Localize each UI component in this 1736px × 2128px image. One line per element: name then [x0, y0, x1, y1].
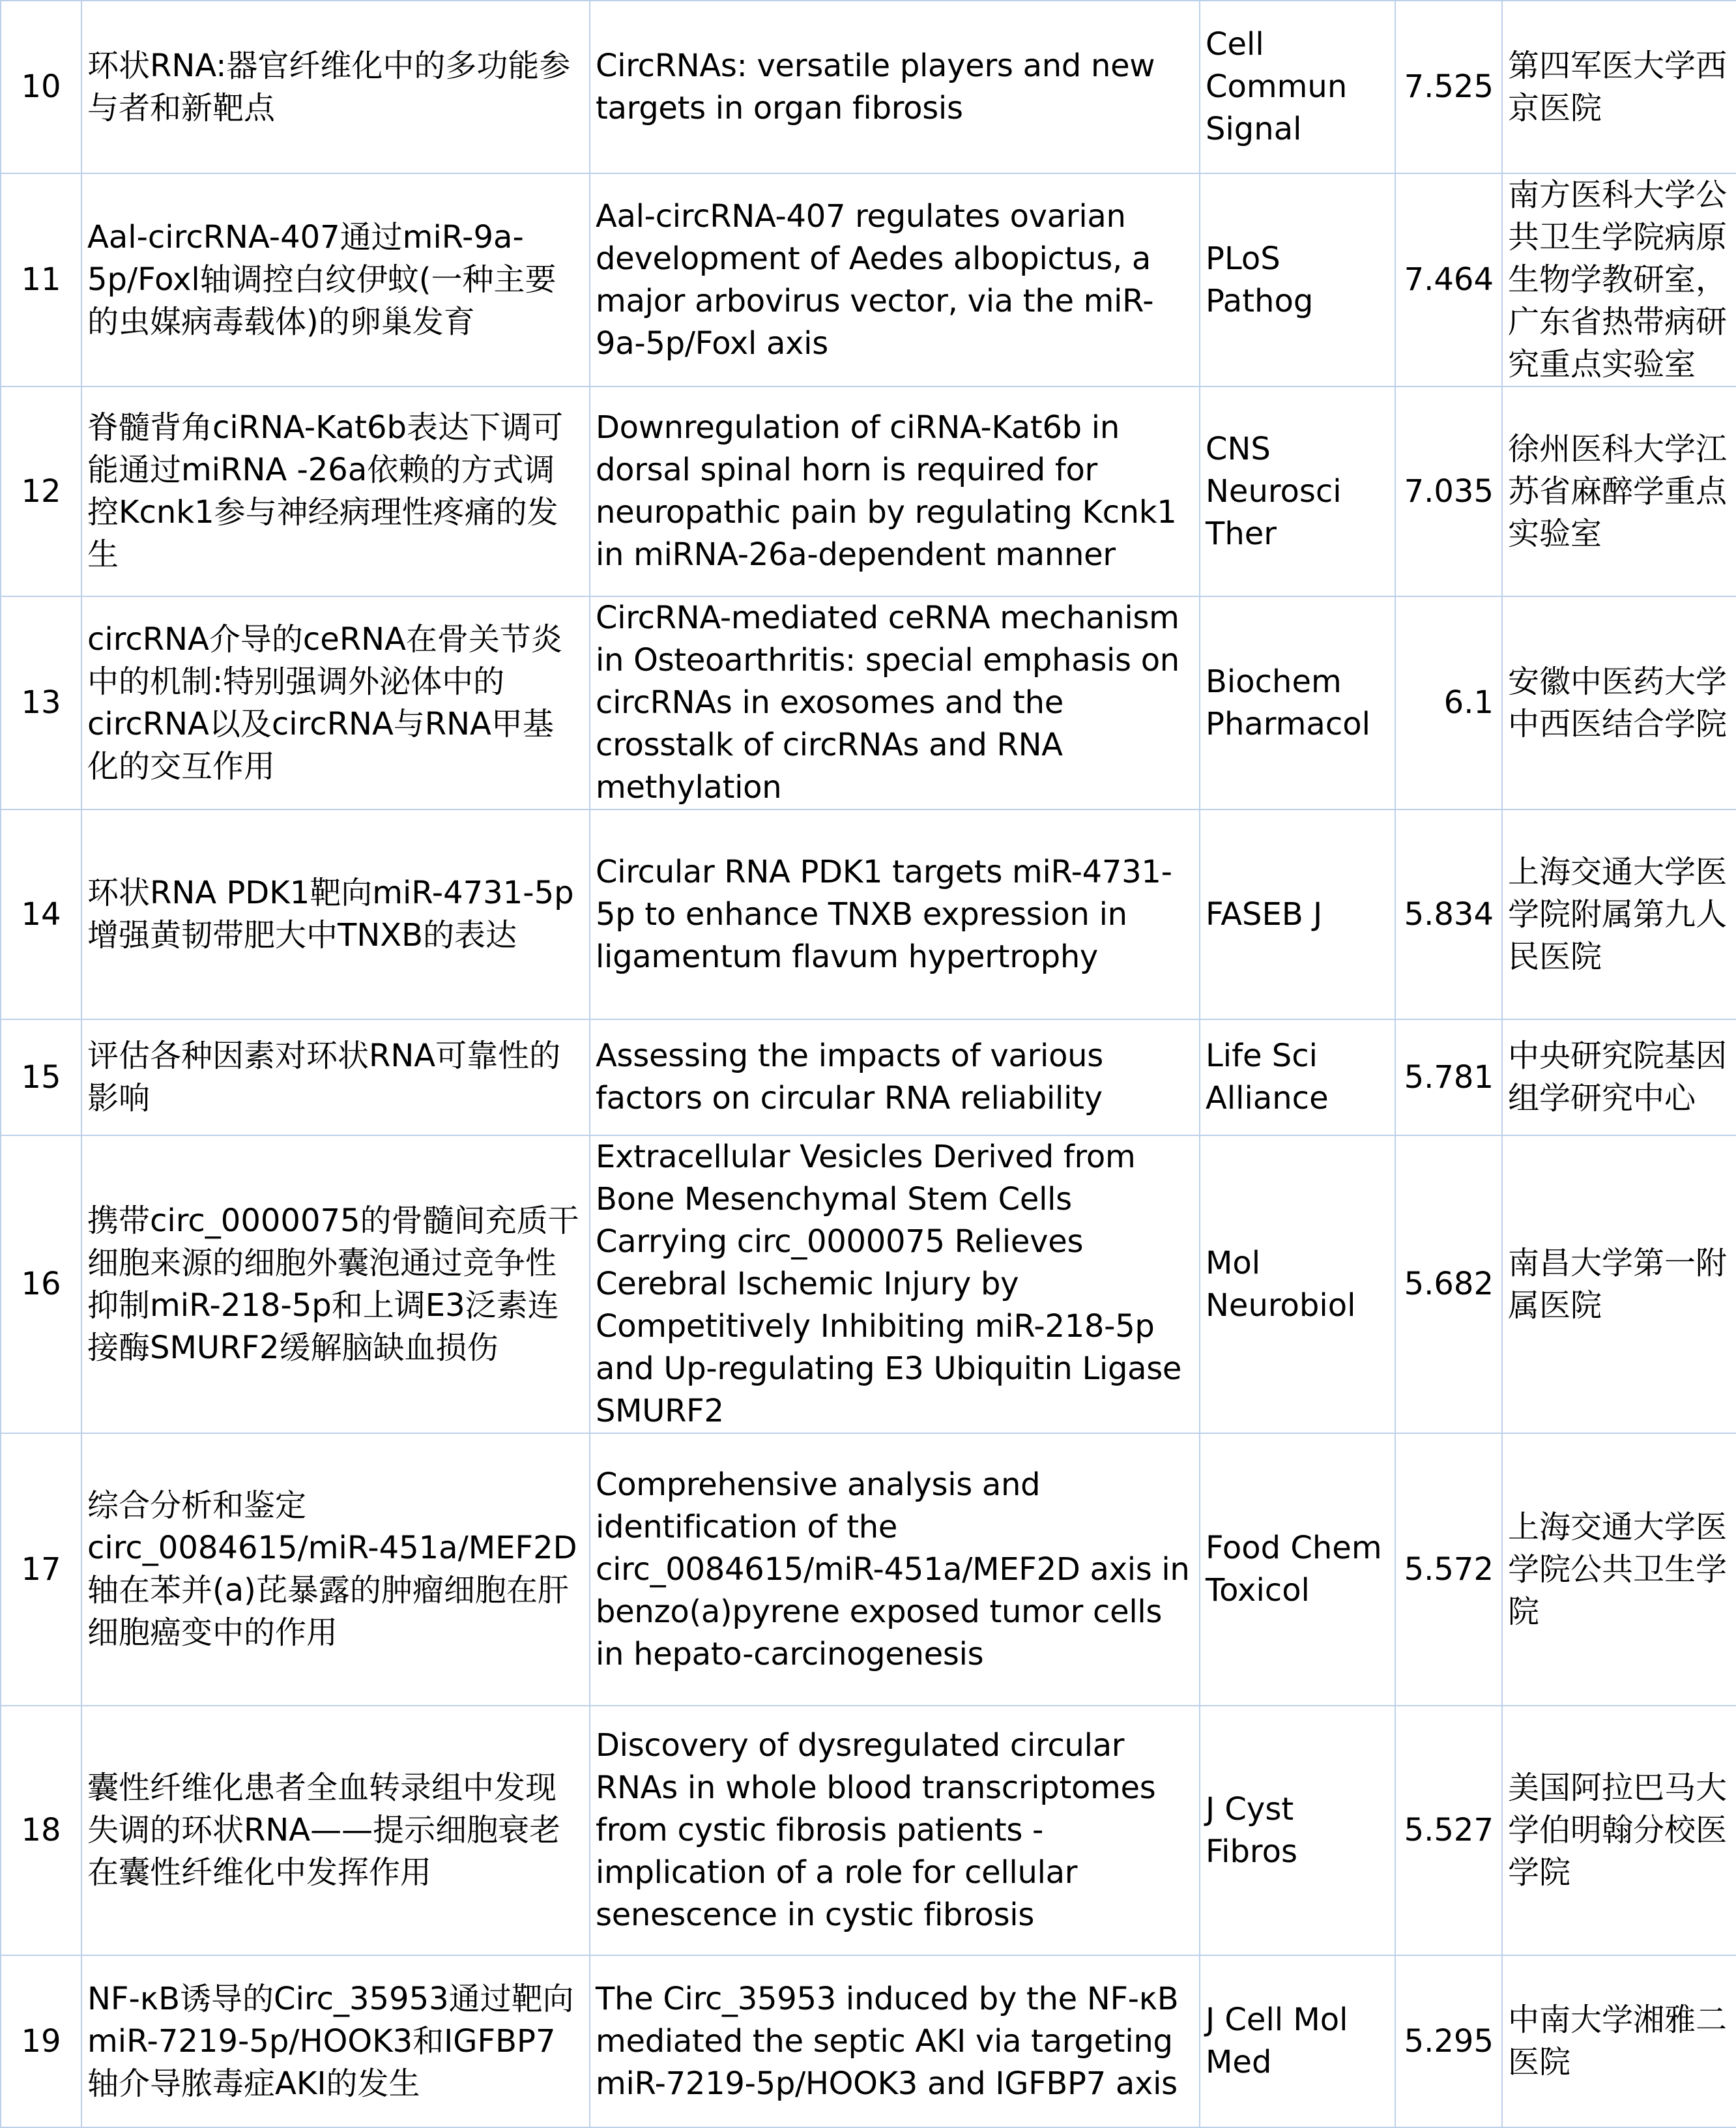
impact-factor-cell: 6.1 [1395, 596, 1502, 809]
impact-factor-cell: 5.527 [1395, 1706, 1502, 1955]
institution-cell: 中南大学湘雅二医院 [1502, 1955, 1736, 2127]
english-title-cell: Discovery of dysregulated circular RNAs in whole blood transcriptomes from cystic fibrosis patients - implication of a role for cellular senescence in cystic fibrosis [590, 1706, 1200, 1955]
impact-factor-cell: 7.464 [1395, 173, 1502, 386]
english-title-cell: Circular RNA PDK1 targets miR-4731-5p to enhance TNXB expression in ligamentum flavum hypertrophy [590, 809, 1200, 1019]
chinese-title-cell: 评估各种因素对环状RNA可靠性的影响 [81, 1019, 590, 1135]
english-title-cell: Downregulation of ciRNA-Kat6b in dorsal spinal horn is required for neuropathic pain by regulating Kcnk1 in miRNA-26a-dependent manner [590, 386, 1200, 596]
english-title-cell: Assessing the impacts of various factors on circular RNA reliability [590, 1019, 1200, 1135]
institution-cell: 徐州医科大学江苏省麻醉学重点实验室 [1502, 386, 1736, 596]
rank-cell: 10 [1, 1, 81, 173]
institution-cell: 南昌大学第一附属医院 [1502, 1135, 1736, 1433]
table-row [1, 1433, 1736, 1706]
institution-cell: 中央研究院基因组学研究中心 [1502, 1019, 1736, 1135]
english-title-cell: CircRNAs: versatile players and new targets in organ fibrosis [590, 1, 1200, 173]
table-row [1, 596, 1736, 809]
chinese-title-cell: 携带circ_0000075的骨髓间充质干细胞来源的细胞外囊泡通过竞争性抑制miR-218-5p和上调E3泛素连接酶SMURF2缓解脑缺血损伤 [81, 1135, 590, 1433]
journal-cell: Mol Neurobiol [1200, 1135, 1395, 1433]
impact-factor-cell: 7.525 [1395, 1, 1502, 173]
chinese-title-cell: 脊髓背角ciRNA-Kat6b表达下调可能通过miRNA -26a依赖的方式调控Kcnk1参与神经病理性疼痛的发生 [81, 386, 590, 596]
english-title-cell: The Circ_35953 induced by the NF-κB mediated the septic AKI via targeting miR-7219-5p/HOOK3 and IGFBP7 axis [590, 1955, 1200, 2127]
table-row [1, 809, 1736, 1019]
impact-factor-cell: 5.682 [1395, 1135, 1502, 1433]
chinese-title-cell: 环状RNA PDK1靶向miR-4731-5p增强黄韧带肥大中TNXB的表达 [81, 809, 590, 1019]
rank-cell: 11 [1, 173, 81, 386]
impact-factor-cell: 5.781 [1395, 1019, 1502, 1135]
rank-cell: 15 [1, 1019, 81, 1135]
chinese-title-cell: NF-κB诱导的Circ_35953通过靶向miR-7219-5p/HOOK3和IGFBP7轴介导脓毒症AKI的发生 [81, 1955, 590, 2127]
institution-cell: 上海交通大学医学院附属第九人民医院 [1502, 809, 1736, 1019]
rank-cell: 16 [1, 1135, 81, 1433]
table-row [1, 1, 1736, 173]
journal-cell: Food Chem Toxicol [1200, 1433, 1395, 1706]
journal-cell: J Cell Mol Med [1200, 1955, 1395, 2127]
chinese-title-cell: 综合分析和鉴定circ_0084615/miR-451a/MEF2D轴在苯并(a)芘暴露的肿瘤细胞在肝细胞癌变中的作用 [81, 1433, 590, 1706]
rank-cell: 18 [1, 1706, 81, 1955]
english-title-cell: Extracellular Vesicles Derived from Bone Mesenchymal Stem Cells Carrying circ_0000075 Relieves Cerebral Ischemic Injury by Competitively Inhibiting miR-218-5p and Up-regulating E3 Ubiquitin Ligase SMURF2 [590, 1135, 1200, 1433]
journal-cell: PLoS Pathog [1200, 173, 1395, 386]
chinese-title-cell: Aal-circRNA-407通过miR-9a-5p/Foxl轴调控白纹伊蚊(一种主要的虫媒病毒载体)的卵巢发育 [81, 173, 590, 386]
impact-factor-cell: 5.834 [1395, 809, 1502, 1019]
table-row [1, 1955, 1736, 2127]
journal-cell: Biochem Pharmacol [1200, 596, 1395, 809]
institution-cell: 第四军医大学西京医院 [1502, 1, 1736, 173]
chinese-title-cell: 环状RNA:器官纤维化中的多功能参与者和新靶点 [81, 1, 590, 173]
rank-cell: 19 [1, 1955, 81, 2127]
rank-cell: 17 [1, 1433, 81, 1706]
journal-cell: Cell Commun Signal [1200, 1, 1395, 173]
chinese-title-cell: 囊性纤维化患者全血转录组中发现失调的环状RNA——提示细胞衰老在囊性纤维化中发挥作用 [81, 1706, 590, 1955]
institution-cell: 南方医科大学公共卫生学院病原生物学教研室，广东省热带病研究重点实验室 [1502, 173, 1736, 386]
english-title-cell: Aal-circRNA-407 regulates ovarian development of Aedes albopictus, a major arbovirus vector, via the miR-9a-5p/Foxl axis [590, 173, 1200, 386]
institution-cell: 美国阿拉巴马大学伯明翰分校医学院 [1502, 1706, 1736, 1955]
table-row [1, 386, 1736, 596]
english-title-cell: Comprehensive analysis and identification of the circ_0084615/miR-451a/MEF2D axis in benzo(a)pyrene exposed tumor cells in hepato-carcinogenesis [590, 1433, 1200, 1706]
english-title-cell: CircRNA-mediated ceRNA mechanism in Osteoarthritis: special emphasis on circRNAs in exosomes and the crosstalk of circRNAs and RNA methylation [590, 596, 1200, 809]
institution-cell: 上海交通大学医学院公共卫生学院 [1502, 1433, 1736, 1706]
journal-cell: FASEB J [1200, 809, 1395, 1019]
table-row [1, 1135, 1736, 1433]
rank-cell: 13 [1, 596, 81, 809]
chinese-title-cell: circRNA介导的ceRNA在骨关节炎中的机制:特别强调外泌体中的circRNA以及circRNA与RNA甲基化的交互作用 [81, 596, 590, 809]
journal-cell: CNS Neurosci Ther [1200, 386, 1395, 596]
impact-factor-cell: 5.295 [1395, 1955, 1502, 2127]
impact-factor-cell: 5.572 [1395, 1433, 1502, 1706]
table-row [1, 173, 1736, 386]
rank-cell: 14 [1, 809, 81, 1019]
journal-cell: J Cyst Fibros [1200, 1706, 1395, 1955]
rank-cell: 12 [1, 386, 81, 596]
institution-cell: 安徽中医药大学中西医结合学院 [1502, 596, 1736, 809]
table-row [1, 1019, 1736, 1135]
impact-factor-cell: 7.035 [1395, 386, 1502, 596]
journal-cell: Life Sci Alliance [1200, 1019, 1395, 1135]
table-row [1, 1706, 1736, 1955]
